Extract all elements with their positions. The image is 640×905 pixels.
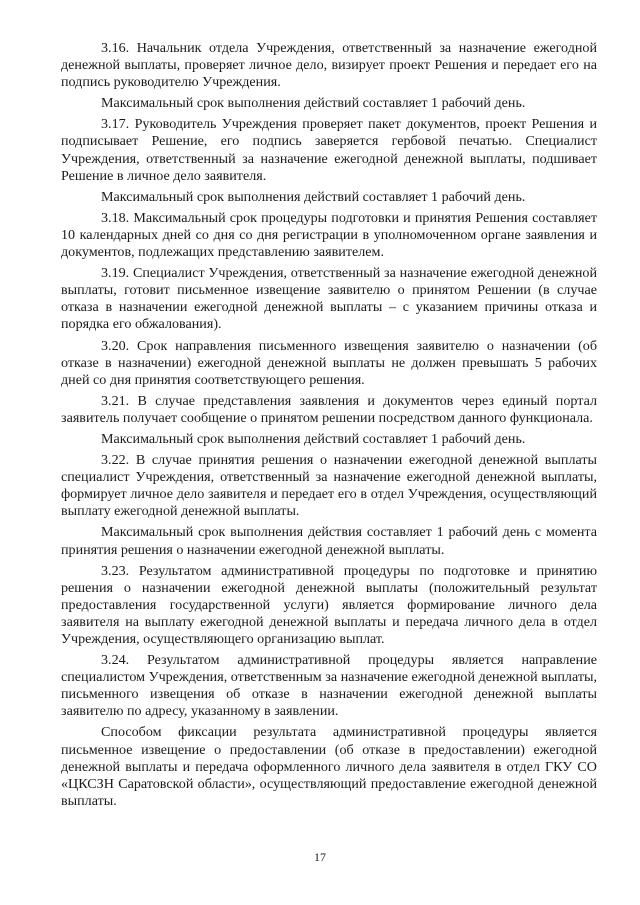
paragraph-3-17: 3.17. Руководитель Учреждения проверяет пакет документов, проект Решения и подписывает Решение, его подпись заверяется гербовой печатью. Специалист Учреждения, ответственный за назначение ежегодной денежной выплаты, подшивает Решение в личное дело заявителя. <box>61 116 597 184</box>
paragraph-3-17-deadline: Максимальный срок выполнения действий составляет 1 рабочий день. <box>101 188 526 205</box>
paragraph-3-16-deadline: Максимальный срок выполнения действий составляет 1 рабочий день. <box>101 95 526 112</box>
paragraph-3-24: 3.24. Результатом административной процедуры является направление специалистом Учреждения, ответственным за назначение ежегодной денежной выплаты, письменного извещения об отказе в назначении ежегодной денежной выплаты заявителю по адресу, указанному в заявлении. <box>61 652 597 720</box>
page-number: 17 <box>314 850 326 864</box>
paragraph-3-20: 3.20. Срок направления письменного извещения заявителю о назначении (об отказе в назначении) ежегодной денежной выплаты не должен превышать 5 рабочих дней со дня принятия соответствующего решения. <box>61 337 597 388</box>
paragraph-3-21-deadline: Максимальный срок выполнения действий составляет 1 рабочий день. <box>101 430 526 447</box>
paragraph-3-22-deadline: Максимальный срок выполнения действия составляет 1 рабочий день с момента принятия решения о назначении ежегодной денежной выплаты. <box>61 524 597 558</box>
paragraph-3-24-fixation: Способом фиксации результата административной процедуры является письменное извещение о предоставлении (об отказе в предоставлении) ежегодной денежной выплаты и передача оформленного личного дела заявителя в отдел ГКУ СО «ЦКСЗН Саратовской области», осуществляющий предоставление ежегодной денежной выплаты. <box>61 724 597 809</box>
paragraph-3-23: 3.23. Результатом административной процедуры по подготовке и принятию решения о назначении ежегодной денежной выплаты (положительный результат предоставления государственной услуги) является формирование личного дела заявителя на выплату ежегодной денежной выплаты и передача личного дела в отдел Учреждения, осуществляющего организацию выплат. <box>61 562 597 647</box>
document-body <box>61 40 597 814</box>
paragraph-3-21: 3.21. В случае представления заявления и документов через единый портал заявитель получает сообщение о принятом решении посредством данного функционала. <box>61 392 597 426</box>
paragraph-3-18: 3.18. Максимальный срок процедуры подготовки и принятия Решения составляет 10 календарных дней со дня со дня регистрации в уполномоченном органе заявления и документов, подлежащих представлению заявителем. <box>61 209 597 261</box>
paragraph-3-22: 3.22. В случае принятия решения о назначении ежегодной денежной выплаты специалист Учреждения, ответственный за назначение ежегодной денежной выплаты, формирует личное дело заявителя и передает его в отдел Учреждения, осуществляющий выплату ежегодной денежной выплаты. <box>61 452 597 520</box>
paragraph-3-16: 3.16. Начальник отдела Учреждения, ответственный за назначение ежегодной денежной выплаты, проверяет личное дело, визирует проект Решения и передает его на подпись руководителю Учреждения. <box>61 40 597 91</box>
paragraph-3-19: 3.19. Специалист Учреждения, ответственный за назначение ежегодной денежной выплаты, готовит письменное извещение заявителю о принятом Решении (в случае отказа в назначении ежегодной денежной выплаты – с указанием причины отказа и порядка его обжалования). <box>61 265 597 333</box>
